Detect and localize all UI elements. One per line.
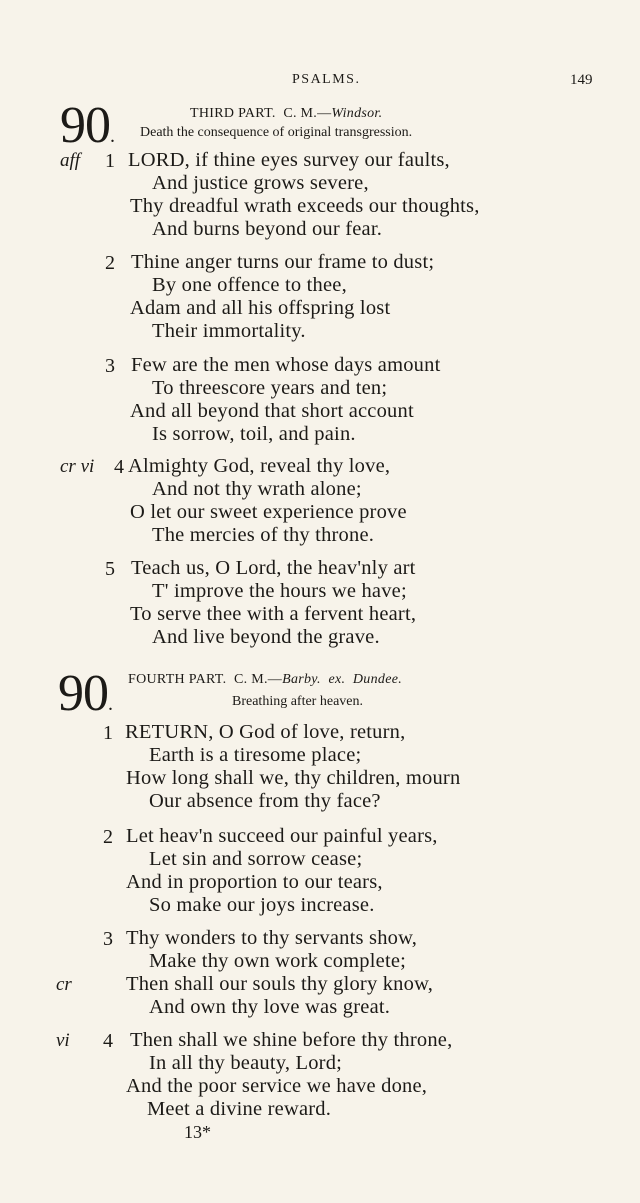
verse-line: To serve thee with a fervent heart,	[130, 603, 417, 625]
verse-line: In all thy beauty, Lord;	[149, 1052, 343, 1074]
verse-line: Meet a divine reward.	[147, 1098, 332, 1120]
verse-line: And the poor service we have done,	[126, 1075, 428, 1097]
verse-line: The mercies of thy throne.	[152, 524, 375, 546]
verse-line: Almighty God, reveal thy love,	[128, 455, 391, 477]
verse-line: Adam and all his offspring lost	[130, 297, 391, 319]
verse-line: Their immortality.	[152, 320, 306, 342]
verse-line: Then shall our souls thy glory know,	[126, 973, 434, 995]
hymn-number: 90.	[60, 97, 114, 154]
verse-line: Then shall we shine before thy throne,	[130, 1029, 453, 1051]
running-head: PSALMS.	[292, 72, 361, 87]
hymn-heading: FOURTH PART. C. M.—Barby. ex. Dundee.	[128, 672, 403, 687]
verse-number: 2	[103, 826, 113, 848]
verse-line: And in proportion to our tears,	[126, 871, 383, 893]
verse-line: Thine anger turns our frame to dust;	[131, 251, 435, 273]
verse-line: And not thy wrath alone;	[152, 478, 362, 500]
verse-number: 4	[103, 1030, 113, 1052]
verse-number: 3	[103, 928, 113, 950]
performance-mark: cr vi	[60, 456, 95, 477]
verse-line: And burns beyond our fear.	[152, 218, 383, 240]
verse-line: How long shall we, thy children, mourn	[126, 767, 461, 789]
hymn-number: 90.	[58, 665, 112, 722]
verse-line: And live beyond the grave.	[152, 626, 380, 648]
verse-line: LORD, if thine eyes survey our faults,	[128, 149, 450, 171]
verse-line: Is sorrow, toil, and pain.	[152, 423, 356, 445]
verse-line: To threescore years and ten;	[152, 377, 388, 399]
verse-line: Few are the men whose days amount	[131, 354, 441, 376]
verse-line: And own thy love was great.	[149, 996, 391, 1018]
verse-line: Our absence from thy face?	[149, 790, 381, 812]
verse-number: 1	[105, 150, 115, 172]
verse-line: Earth is a tiresome place;	[149, 744, 362, 766]
hymn-subtitle: Breathing after heaven.	[232, 694, 363, 709]
verse-line: Teach us, O Lord, the heav'nly art	[131, 557, 416, 579]
verse-line: And justice grows severe,	[152, 172, 369, 194]
tune-name: Barby.	[282, 672, 321, 687]
performance-mark: aff	[60, 150, 81, 171]
hymn-heading: THIRD PART. C. M.—Windsor.	[190, 106, 383, 121]
verse-line: RETURN, O God of love, return,	[125, 721, 406, 743]
verse-number: 2	[105, 252, 115, 274]
verse-number: 3	[105, 355, 115, 377]
verse-line: Thy wonders to thy servants show,	[126, 927, 418, 949]
hymn-subtitle: Death the consequence of original transgression.	[140, 125, 413, 140]
verse-line: By one offence to thee,	[152, 274, 347, 296]
verse-line: Let sin and sorrow cease;	[149, 848, 363, 870]
performance-mark: vi	[56, 1030, 70, 1051]
verse-line: Make thy own work complete;	[149, 950, 407, 972]
performance-mark: cr	[56, 974, 72, 995]
alternate-tune-name: Dundee.	[352, 672, 403, 687]
page-number: 149	[570, 72, 593, 88]
verse-line: O let our sweet experience prove	[130, 501, 407, 523]
tune-name: Windsor.	[331, 106, 383, 121]
verse-number: 5	[105, 558, 115, 580]
verse-line: And all beyond that short account	[130, 400, 414, 422]
verse-line: So make our joys increase.	[149, 894, 375, 916]
verse-number: 1	[103, 722, 113, 744]
verse-line: T' improve the hours we have;	[152, 580, 407, 602]
verse-number: 4	[114, 456, 124, 478]
verse-line: Thy dreadful wrath exceeds our thoughts,	[130, 195, 480, 217]
signature-mark: 13*	[184, 1122, 211, 1142]
verse-line: Let heav'n succeed our painful years,	[126, 825, 438, 847]
